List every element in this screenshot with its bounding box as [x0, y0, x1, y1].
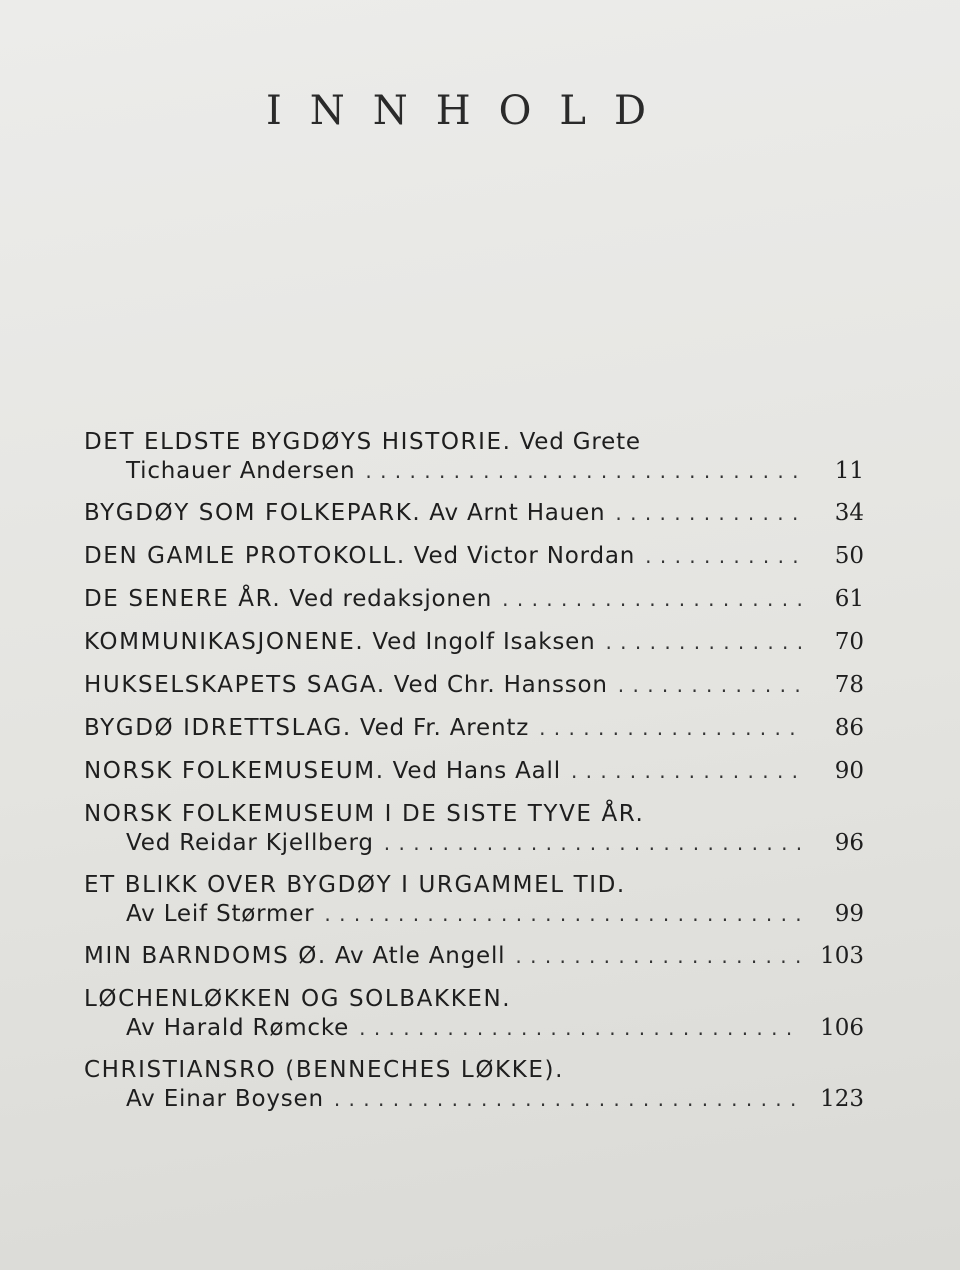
leader-dots — [334, 1085, 802, 1114]
toc-heading: LØCHENLØKKEN OG SOLBAKKEN. — [84, 986, 512, 1012]
toc-entry — [84, 585, 864, 628]
toc-page-number: 86 — [834, 715, 864, 741]
toc-entry — [84, 985, 864, 1056]
toc-author: Av Leif Størmer — [126, 901, 315, 927]
toc-heading: BYGDØ IDRETTSLAG. — [84, 715, 352, 741]
toc-author: Ved Fr. Arentz — [359, 715, 530, 741]
toc-page-number: 90 — [834, 758, 864, 784]
leader-dots — [359, 1014, 802, 1043]
toc-heading: NORSK FOLKEMUSEUM. — [84, 758, 385, 784]
leader-dots — [384, 829, 802, 858]
toc-page-number: 123 — [820, 1086, 864, 1112]
toc-page-number: 78 — [834, 672, 864, 698]
toc-entry — [84, 757, 864, 800]
toc-page-number: 61 — [834, 586, 864, 612]
toc-page-number: 11 — [834, 458, 864, 484]
toc-heading: MIN BARNDOMS Ø. — [84, 943, 327, 969]
toc-author: Ved Victor Nordan — [413, 543, 636, 569]
toc-author: Ved redaksjonen — [289, 586, 493, 612]
toc-heading: KOMMUNIKASJONENE. — [84, 629, 365, 655]
leader-dots — [645, 542, 802, 571]
toc-author: Ved Chr. Hansson — [393, 672, 608, 698]
table-of-contents — [84, 428, 864, 1127]
toc-entry — [84, 942, 864, 985]
leader-dots — [502, 585, 802, 614]
toc-entry — [84, 800, 864, 871]
toc-author: Av Atle Angell — [334, 943, 506, 969]
leader-dots — [324, 900, 802, 929]
toc-heading: DET ELDSTE BYGDØYS HISTORIE. — [84, 429, 512, 455]
toc-entry — [84, 714, 864, 757]
toc-heading: CHRISTIANSRO (BENNECHES LØKKE). — [84, 1057, 565, 1083]
toc-heading: HUKSELSKAPETS SAGA. — [84, 672, 386, 698]
toc-author: Ved Reidar Kjellberg — [126, 830, 374, 856]
toc-entry — [84, 871, 864, 942]
leader-dots — [515, 942, 802, 971]
toc-author: Ved Hans Aall — [392, 758, 561, 784]
leader-dots — [618, 671, 802, 700]
toc-author: Tichauer Andersen — [126, 458, 356, 484]
toc-heading: DEN GAMLE PROTOKOLL. — [84, 543, 406, 569]
toc-author: Av Arnt Hauen — [429, 500, 606, 526]
toc-page-number: 34 — [834, 500, 864, 526]
toc-page-number: 103 — [820, 943, 864, 969]
toc-page-number: 106 — [820, 1015, 864, 1041]
toc-heading: NORSK FOLKEMUSEUM I DE SISTE TYVE ÅR. — [84, 801, 645, 827]
toc-author: Av Einar Boysen — [126, 1086, 324, 1112]
toc-entry — [84, 542, 864, 585]
toc-entry — [84, 628, 864, 671]
toc-heading: BYGDØY SOM FOLKEPARK. — [84, 500, 422, 526]
leader-dots — [615, 499, 802, 528]
toc-heading: ET BLIKK OVER BYGDØY I URGAMMEL TID. — [84, 872, 626, 898]
toc-author: Av Harald Rømcke — [126, 1015, 350, 1041]
toc-page-number: 99 — [834, 901, 864, 927]
toc-page-number: 70 — [834, 629, 864, 655]
toc-heading: DE SENERE ÅR. — [84, 586, 282, 612]
toc-page-number: 50 — [834, 543, 864, 569]
page-title: INNHOLD — [265, 88, 675, 134]
toc-page-number: 96 — [834, 830, 864, 856]
toc-entry — [84, 428, 864, 499]
leader-dots — [571, 757, 802, 786]
toc-entry — [84, 499, 864, 542]
leader-dots — [605, 628, 802, 657]
toc-entry — [84, 1056, 864, 1127]
toc-author: Ved Ingolf Isaksen — [372, 629, 596, 655]
toc-entry — [84, 671, 864, 714]
leader-dots — [539, 714, 802, 743]
toc-author: Ved Grete — [519, 429, 641, 455]
leader-dots — [365, 457, 802, 486]
